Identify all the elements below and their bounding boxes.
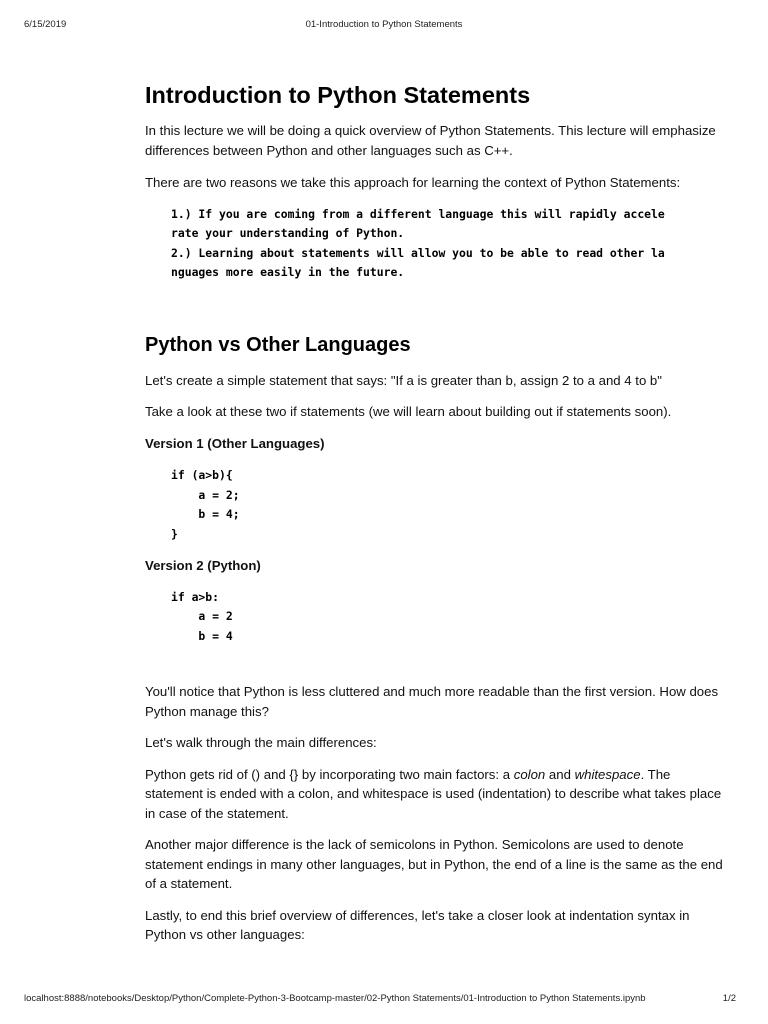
- if-statements-paragraph: Take a look at these two if statements (we will learn about building out if statements soon).: [145, 404, 672, 419]
- notice-paragraph: You'll notice that Python is less cluttered and much more readable than the first version. How does Python manage this?: [145, 684, 719, 719]
- intro-paragraph: In this lecture we will be doing a quick overview of Python Statements. This lecture will emphasize differences between Python and other languages such as C++.: [145, 123, 716, 158]
- colon-term: colon: [513, 766, 546, 782]
- notebook-content: [145, 80, 725, 945]
- version2-code-block: if a>b: a = 2 b = 4: [171, 589, 233, 643]
- version2-label: Version 2 (Python): [145, 558, 261, 573]
- rid-text-and: and: [545, 766, 575, 782]
- page-number: 1/2: [722, 993, 736, 1004]
- statement-paragraph: Let's create a simple statement that says: "If a is greater than b, assign 2 to a and 4 to b": [145, 372, 662, 388]
- rid-text-2: . The statement is ended with a colon, and whitespace is used (indentation) to describe what takes place in case of the statement.: [145, 766, 722, 821]
- indentation-paragraph: Lastly, to end this brief overview of differences, let's take a closer look at indentation syntax in Python vs other languages:: [145, 907, 690, 942]
- print-page-title: 01-Introduction to Python Statements: [305, 19, 463, 30]
- reasons-paragraph: There are two reasons we take this approach for learning the context of Python Statements:: [145, 175, 681, 190]
- section-heading: Python vs Other Languages: [145, 333, 411, 356]
- whitespace-term: whitespace: [574, 766, 641, 782]
- version1-code-block: if (a>b){ a = 2; b = 4; }: [171, 468, 240, 541]
- walk-paragraph: Let's walk through the main differences:: [145, 735, 377, 750]
- print-date: 6/15/2019: [24, 19, 67, 30]
- print-url: localhost:8888/notebooks/Desktop/Python/Complete-Python-3-Bootcamp-master/02-Python Statements/01-Introduction to Python Statements.ipynb: [24, 993, 646, 1004]
- colon-whitespace-paragraph: [145, 765, 725, 824]
- semicolons-paragraph: Another major difference is the lack of semicolons in Python. Semicolons are used to denote statement endings in many other languages, but in Python, the end of a line is the same as the end of a statement.: [145, 837, 723, 891]
- version1-label: Version 1 (Other Languages): [145, 435, 325, 451]
- rid-text-1: Python gets rid of () and {} by incorporating two main factors: a: [145, 766, 514, 782]
- reasons-code-block: 1.) If you are coming from a different language this will rapidly accele rate your understanding of Python. 2.) Learning about statements will allow you to be able to read other la nguages more easily in the future.: [171, 206, 665, 279]
- page-heading: Introduction to Python Statements: [145, 82, 531, 108]
